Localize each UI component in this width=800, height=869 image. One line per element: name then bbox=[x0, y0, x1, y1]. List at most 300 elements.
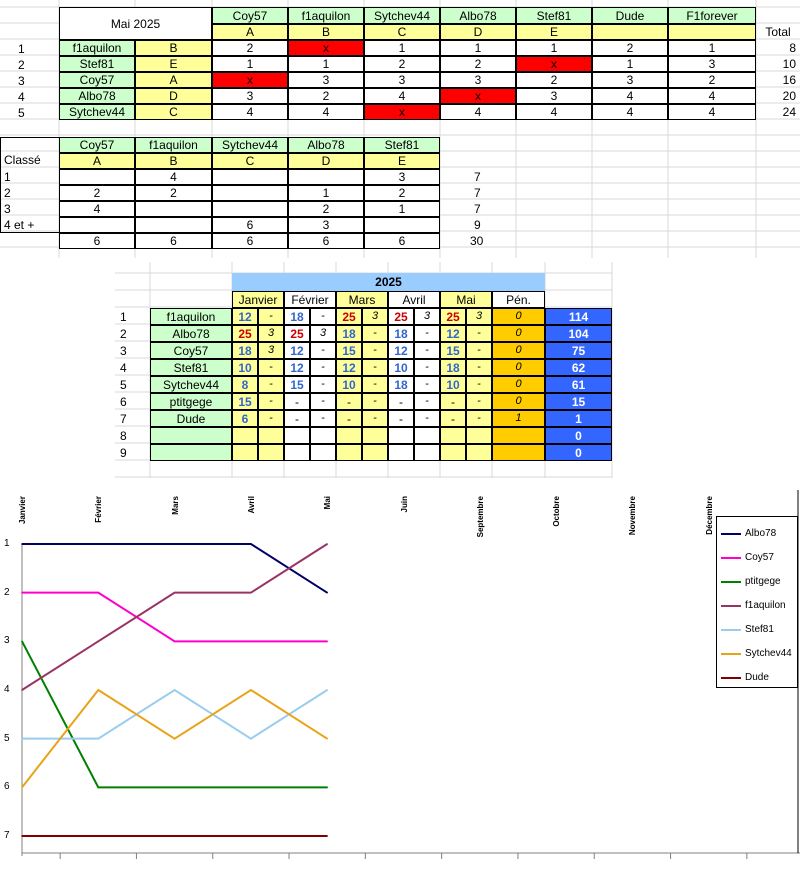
season-total: 104 bbox=[545, 325, 612, 342]
y-tick-label: 5 bbox=[4, 732, 10, 744]
result-cell: x bbox=[288, 40, 364, 56]
classe-row-label: 4 et + bbox=[4, 218, 35, 232]
month-position bbox=[414, 427, 440, 444]
month-position: - bbox=[414, 325, 440, 342]
classe-cell bbox=[59, 217, 135, 233]
data-point-Coy57 bbox=[174, 641, 176, 643]
row-number: 7 bbox=[120, 412, 127, 426]
month-header: Février bbox=[284, 291, 336, 308]
month-points: 25 bbox=[388, 308, 414, 325]
result-cell: x bbox=[516, 56, 592, 72]
row-number: 6 bbox=[120, 395, 127, 409]
month-position: - bbox=[310, 410, 336, 427]
season-player-name bbox=[150, 427, 232, 444]
month-position: 3 bbox=[414, 308, 440, 325]
month-points: 12 bbox=[284, 342, 310, 359]
month-points bbox=[336, 427, 362, 444]
month-points bbox=[440, 427, 466, 444]
player-header-Dude: Dude bbox=[592, 7, 668, 24]
result-cell: 4 bbox=[668, 104, 756, 120]
result-cell: 2 bbox=[516, 72, 592, 88]
legend-item bbox=[721, 600, 786, 611]
month-position: - bbox=[414, 376, 440, 393]
season-total: 0 bbox=[545, 427, 612, 444]
data-point-Sytchev44 bbox=[250, 689, 252, 691]
month-header: Avril bbox=[388, 291, 440, 308]
legend-item bbox=[721, 552, 774, 563]
series-line-Albo78 bbox=[22, 544, 327, 593]
x-tick-label: Novembre bbox=[628, 496, 638, 536]
month-position: - bbox=[258, 308, 284, 325]
season-total: 75 bbox=[545, 342, 612, 359]
month-points: 18 bbox=[388, 376, 414, 393]
result-cell: 1 bbox=[592, 56, 668, 72]
classe-col-total: 6 bbox=[59, 233, 135, 249]
data-point-ptitgege bbox=[174, 787, 176, 789]
month-position bbox=[466, 444, 492, 461]
data-point-Albo78 bbox=[174, 543, 176, 545]
classe-cell: 2 bbox=[364, 185, 440, 201]
month-points: 18 bbox=[284, 308, 310, 325]
penalty-cell bbox=[492, 444, 545, 461]
row-total: 10 bbox=[782, 57, 796, 71]
player-letter bbox=[592, 24, 668, 40]
legend-swatch bbox=[721, 533, 741, 535]
data-point-Stef81 bbox=[326, 689, 328, 691]
result-cell: 1 bbox=[668, 40, 756, 56]
player-header-F1forever: F1forever bbox=[668, 7, 756, 24]
legend-item bbox=[721, 672, 769, 683]
result-cell: 3 bbox=[516, 88, 592, 104]
season-total: 0 bbox=[545, 444, 612, 461]
data-point-Dude bbox=[21, 835, 23, 837]
row-number: 3 bbox=[120, 344, 127, 358]
season-player-name: Albo78 bbox=[150, 325, 232, 342]
month-position: - bbox=[310, 308, 336, 325]
classe-cell bbox=[135, 217, 212, 233]
legend-swatch bbox=[721, 557, 741, 559]
classe-row-label: 1 bbox=[4, 170, 11, 184]
month-position bbox=[258, 444, 284, 461]
legend-label: Albo78 bbox=[745, 528, 777, 539]
x-tick-label: Janvier bbox=[18, 496, 27, 525]
series-line-Coy57 bbox=[22, 593, 327, 642]
season-total: 61 bbox=[545, 376, 612, 393]
month-position: - bbox=[414, 410, 440, 427]
legend-swatch bbox=[721, 581, 741, 583]
classe-letter: A bbox=[59, 153, 135, 169]
month-points: - bbox=[336, 393, 362, 410]
data-point-Dude bbox=[250, 835, 252, 837]
player-letter: C bbox=[364, 24, 440, 40]
data-point-Sytchev44 bbox=[174, 738, 176, 740]
month-points: 12 bbox=[336, 359, 362, 376]
legend-label: Sytchev44 bbox=[745, 648, 792, 659]
month-points: 10 bbox=[232, 359, 258, 376]
result-cell: 2 bbox=[288, 88, 364, 104]
x-tick-label: Avril bbox=[246, 496, 256, 514]
result-cell: 4 bbox=[592, 104, 668, 120]
classe-letter: B bbox=[135, 153, 212, 169]
season-total: 15 bbox=[545, 393, 612, 410]
penalty-cell: 1 bbox=[492, 410, 545, 427]
data-point-Stef81 bbox=[21, 738, 23, 740]
month-points bbox=[336, 444, 362, 461]
data-point-Coy57 bbox=[326, 641, 328, 643]
classe-cell bbox=[288, 169, 364, 185]
data-point-Stef81 bbox=[174, 689, 176, 691]
month-position bbox=[310, 444, 336, 461]
month-points bbox=[284, 444, 310, 461]
month-position bbox=[362, 427, 388, 444]
month-points: 15 bbox=[336, 342, 362, 359]
result-cell: 1 bbox=[516, 40, 592, 56]
result-cell: 4 bbox=[668, 88, 756, 104]
data-point-ptitgege bbox=[250, 787, 252, 789]
month-header: Janvier bbox=[232, 291, 284, 308]
classe-cell bbox=[212, 185, 288, 201]
month-position: - bbox=[466, 376, 492, 393]
month-position bbox=[414, 444, 440, 461]
classe-player-header: Albo78 bbox=[288, 137, 364, 153]
legend-swatch bbox=[721, 677, 741, 679]
x-tick-label: Septembre bbox=[475, 496, 485, 538]
data-point-Albo78 bbox=[21, 543, 23, 545]
month-position: - bbox=[414, 359, 440, 376]
result-cell: 4 bbox=[592, 88, 668, 104]
result-cell: 3 bbox=[288, 72, 364, 88]
month-points: 18 bbox=[388, 325, 414, 342]
y-tick-label: 2 bbox=[4, 586, 10, 598]
month-position: - bbox=[310, 359, 336, 376]
month-points: - bbox=[440, 410, 466, 427]
classe-player-header: f1aquilon bbox=[135, 137, 212, 153]
classe-cell: 2 bbox=[288, 201, 364, 217]
data-point-Dude bbox=[98, 835, 100, 837]
month-position: - bbox=[362, 342, 388, 359]
month-position: - bbox=[310, 393, 336, 410]
month-points: 18 bbox=[336, 325, 362, 342]
x-tick-label: Octobre bbox=[552, 496, 562, 527]
month-position: 3 bbox=[258, 325, 284, 342]
classe-cell bbox=[135, 201, 212, 217]
month-position bbox=[310, 427, 336, 444]
month-position: 3 bbox=[258, 342, 284, 359]
row-total: 8 bbox=[789, 41, 796, 55]
data-point-ptitgege bbox=[98, 787, 100, 789]
y-tick-label: 3 bbox=[4, 635, 10, 647]
month-position: - bbox=[258, 359, 284, 376]
classe-cell: 3 bbox=[288, 217, 364, 233]
classe-label: Classé bbox=[4, 153, 41, 167]
result-cell: 2 bbox=[592, 40, 668, 56]
classe-col-total: 6 bbox=[135, 233, 212, 249]
row-number: 5 bbox=[120, 378, 127, 392]
penalty-cell: 0 bbox=[492, 393, 545, 410]
legend-item bbox=[721, 528, 776, 539]
month-position: - bbox=[466, 410, 492, 427]
season-player-name: ptitgege bbox=[150, 393, 232, 410]
month-position bbox=[362, 444, 388, 461]
result-cell: 3 bbox=[212, 88, 288, 104]
result-cell: 4 bbox=[516, 104, 592, 120]
legend-label: f1aquilon bbox=[745, 600, 786, 611]
month-position: - bbox=[466, 393, 492, 410]
penalty-cell: 0 bbox=[492, 359, 545, 376]
data-point-Coy57 bbox=[98, 592, 100, 594]
month-points: 25 bbox=[284, 325, 310, 342]
month-position: - bbox=[362, 325, 388, 342]
y-tick-label: 6 bbox=[4, 781, 10, 793]
month-position: - bbox=[466, 325, 492, 342]
y-tick-label: 1 bbox=[4, 538, 10, 549]
result-cell: 3 bbox=[668, 56, 756, 72]
month-points: - bbox=[388, 393, 414, 410]
row-player-name: Sytchev44 bbox=[59, 104, 135, 120]
penalty-cell: 0 bbox=[492, 376, 545, 393]
month-points: 12 bbox=[284, 359, 310, 376]
month-position: - bbox=[362, 376, 388, 393]
y-tick-label: 7 bbox=[4, 830, 10, 841]
classe-col-total: 6 bbox=[212, 233, 288, 249]
data-point-Stef81 bbox=[98, 738, 100, 740]
legend-item bbox=[721, 624, 774, 635]
data-point-Dude bbox=[326, 835, 328, 837]
penalty-cell: 0 bbox=[492, 325, 545, 342]
classe-cell bbox=[364, 217, 440, 233]
classe-cell bbox=[59, 169, 135, 185]
legend-label: Dude bbox=[745, 672, 769, 683]
season-player-name: f1aquilon bbox=[150, 308, 232, 325]
season-total: 1 bbox=[545, 410, 612, 427]
classe-col-total: 6 bbox=[288, 233, 364, 249]
month-points: - bbox=[284, 393, 310, 410]
penalty-header: Pén. bbox=[492, 291, 545, 308]
player-letter: B bbox=[288, 24, 364, 40]
month-points: 15 bbox=[440, 342, 466, 359]
classe-row-total: 9 bbox=[474, 218, 481, 232]
season-total: 62 bbox=[545, 359, 612, 376]
penalty-cell: 0 bbox=[492, 308, 545, 325]
legend-swatch bbox=[721, 605, 741, 607]
result-cell: 1 bbox=[288, 56, 364, 72]
result-cell: 1 bbox=[212, 56, 288, 72]
month-position: 3 bbox=[466, 308, 492, 325]
month-points bbox=[232, 444, 258, 461]
result-cell: 4 bbox=[364, 88, 440, 104]
row-number: 3 bbox=[18, 74, 25, 88]
result-cell: 2 bbox=[668, 72, 756, 88]
season-player-name bbox=[150, 444, 232, 461]
result-cell: x bbox=[364, 104, 440, 120]
legend-label: Stef81 bbox=[745, 624, 774, 635]
data-point-Stef81 bbox=[250, 738, 252, 740]
data-point-Dude bbox=[174, 835, 176, 837]
row-number: 5 bbox=[18, 106, 25, 120]
month-points: 12 bbox=[232, 308, 258, 325]
player-letter bbox=[668, 24, 756, 40]
month-position: - bbox=[258, 376, 284, 393]
classe-cell: 6 bbox=[212, 217, 288, 233]
penalty-cell bbox=[492, 427, 545, 444]
month-points: - bbox=[388, 410, 414, 427]
classe-letter: E bbox=[364, 153, 440, 169]
player-letter: E bbox=[516, 24, 592, 40]
month-position: - bbox=[414, 342, 440, 359]
series-line-f1aquilon bbox=[22, 544, 327, 690]
data-point-Albo78 bbox=[98, 543, 100, 545]
y-tick-label: 4 bbox=[4, 684, 10, 695]
month-points bbox=[388, 427, 414, 444]
data-point-ptitgege bbox=[21, 641, 23, 643]
result-cell: x bbox=[440, 88, 516, 104]
x-tick-label: Juin bbox=[399, 496, 409, 513]
player-header-Coy57: Coy57 bbox=[212, 7, 288, 24]
legend-item bbox=[721, 648, 792, 659]
month-header: Mars bbox=[336, 291, 388, 308]
data-point-Sytchev44 bbox=[98, 689, 100, 691]
player-letter: A bbox=[212, 24, 288, 40]
result-cell: 4 bbox=[440, 104, 516, 120]
classe-cell: 2 bbox=[59, 185, 135, 201]
classe-cell: 1 bbox=[288, 185, 364, 201]
x-tick-label: Mai bbox=[323, 496, 333, 510]
month-position: - bbox=[310, 342, 336, 359]
x-tick-label: Février bbox=[94, 496, 104, 523]
month-points: 25 bbox=[232, 325, 258, 342]
data-point-Albo78 bbox=[250, 543, 252, 545]
row-player-name: Albo78 bbox=[59, 88, 135, 104]
row-player-letter: D bbox=[135, 88, 212, 104]
x-tick-label: Décembre bbox=[704, 496, 714, 535]
month-position: 3 bbox=[362, 308, 388, 325]
data-point-ptitgege bbox=[326, 787, 328, 789]
month-position: - bbox=[466, 342, 492, 359]
series-line-Stef81 bbox=[22, 690, 327, 739]
row-player-letter: E bbox=[135, 56, 212, 72]
month-points bbox=[232, 427, 258, 444]
month-points bbox=[440, 444, 466, 461]
player-header-f1aquilon: f1aquilon bbox=[288, 7, 364, 24]
classe-cell: 3 bbox=[364, 169, 440, 185]
row-number: 4 bbox=[120, 361, 127, 375]
data-point-f1aquilon bbox=[174, 592, 176, 594]
season-total: 114 bbox=[545, 308, 612, 325]
row-player-name: f1aquilon bbox=[59, 40, 135, 56]
result-cell: 2 bbox=[440, 56, 516, 72]
month-points: 10 bbox=[336, 376, 362, 393]
classe-row-label: 3 bbox=[4, 202, 11, 216]
row-total: 16 bbox=[782, 73, 796, 87]
series-line-ptitgege bbox=[22, 641, 327, 787]
result-cell: 3 bbox=[440, 72, 516, 88]
month-position: - bbox=[362, 359, 388, 376]
classe-col-total: 6 bbox=[364, 233, 440, 249]
player-letter: D bbox=[440, 24, 516, 40]
result-cell: 1 bbox=[440, 40, 516, 56]
month-points: 15 bbox=[284, 376, 310, 393]
row-total: 20 bbox=[782, 89, 796, 103]
penalty-cell: 0 bbox=[492, 342, 545, 359]
season-player-name: Stef81 bbox=[150, 359, 232, 376]
result-cell: 1 bbox=[364, 40, 440, 56]
row-player-name: Coy57 bbox=[59, 72, 135, 88]
classe-cell: 1 bbox=[364, 201, 440, 217]
result-cell: 2 bbox=[364, 56, 440, 72]
month-points: - bbox=[336, 410, 362, 427]
result-cell: 4 bbox=[288, 104, 364, 120]
row-player-name: Stef81 bbox=[59, 56, 135, 72]
month-points: 12 bbox=[388, 342, 414, 359]
month-title: Mai 2025 bbox=[59, 7, 212, 40]
classe-letter: C bbox=[212, 153, 288, 169]
month-points: 8 bbox=[232, 376, 258, 393]
month-position: - bbox=[362, 393, 388, 410]
month-points: 10 bbox=[388, 359, 414, 376]
month-points: 18 bbox=[232, 342, 258, 359]
month-points: 18 bbox=[440, 359, 466, 376]
result-cell: x bbox=[212, 72, 288, 88]
data-point-f1aquilon bbox=[21, 689, 23, 691]
classe-row-total: 7 bbox=[474, 186, 481, 200]
row-total: 24 bbox=[782, 105, 796, 119]
month-points: 25 bbox=[440, 308, 466, 325]
season-player-name: Dude bbox=[150, 410, 232, 427]
classe-player-header: Coy57 bbox=[59, 137, 135, 153]
month-points: 10 bbox=[440, 376, 466, 393]
legend-swatch bbox=[721, 653, 741, 655]
classe-cell: 4 bbox=[135, 169, 212, 185]
month-position bbox=[466, 427, 492, 444]
standings-line-chart bbox=[0, 490, 800, 869]
month-position: - bbox=[258, 410, 284, 427]
data-point-Albo78 bbox=[326, 592, 328, 594]
player-header-Stef81: Stef81 bbox=[516, 7, 592, 24]
player-header-Sytchev44: Sytchev44 bbox=[364, 7, 440, 24]
x-tick-label: Mars bbox=[170, 496, 180, 515]
legend-swatch bbox=[721, 629, 741, 631]
season-player-name: Coy57 bbox=[150, 342, 232, 359]
classe-cell bbox=[212, 201, 288, 217]
legend-label: ptitgege bbox=[745, 576, 781, 587]
month-points: 6 bbox=[232, 410, 258, 427]
result-cell: 3 bbox=[364, 72, 440, 88]
row-number: 2 bbox=[18, 58, 25, 72]
row-number: 8 bbox=[120, 429, 127, 443]
classe-row-total: 7 bbox=[474, 170, 481, 184]
month-points bbox=[388, 444, 414, 461]
month-points bbox=[284, 427, 310, 444]
classe-player-header: Sytchev44 bbox=[212, 137, 288, 153]
row-number: 1 bbox=[120, 310, 127, 324]
result-cell: 2 bbox=[212, 40, 288, 56]
result-cell: 3 bbox=[592, 72, 668, 88]
month-position: - bbox=[466, 359, 492, 376]
legend-item bbox=[721, 576, 781, 587]
classe-cell: 2 bbox=[135, 185, 212, 201]
data-point-f1aquilon bbox=[250, 592, 252, 594]
classe-letter: D bbox=[288, 153, 364, 169]
month-points: 12 bbox=[440, 325, 466, 342]
legend-label: Coy57 bbox=[745, 552, 774, 563]
classe-player-header: Stef81 bbox=[364, 137, 440, 153]
player-header-Albo78: Albo78 bbox=[440, 7, 516, 24]
month-points: 15 bbox=[232, 393, 258, 410]
classe-row-total: 7 bbox=[474, 202, 481, 216]
total-header: Total bbox=[765, 25, 791, 39]
data-point-Coy57 bbox=[250, 641, 252, 643]
month-points: - bbox=[284, 410, 310, 427]
